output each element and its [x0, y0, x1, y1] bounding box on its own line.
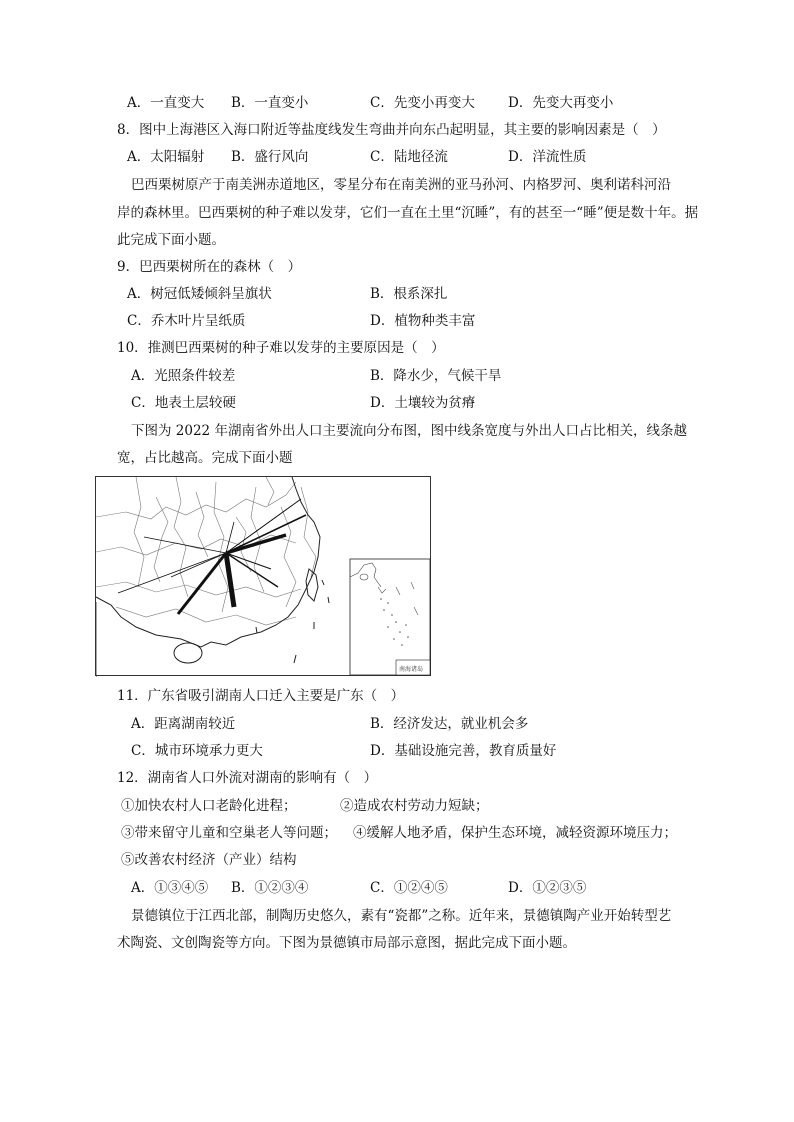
passage-jingdezhen-line-1: 景德镇位于江西北部，制陶历史悠久，素有“瓷都”之称。近年来，景德镇陶产业开始转型艺: [131, 908, 672, 924]
q10-stem: 10．推测巴西栗树的种子难以发芽的主要原因是（ ）: [117, 340, 445, 356]
q9-option-b: B．根系深扎: [370, 286, 448, 302]
q8-option-c: C．陆地径流: [370, 149, 448, 165]
q12-stem: 12．湖南省人口外流对湖南的影响有（ ）: [117, 770, 378, 786]
q12-option-a: A．①③④⑤: [131, 880, 209, 896]
q9-option-d: D．植物种类丰富: [370, 313, 476, 329]
passage-hunan-line-1: 下图为 2022 年湖南省外出人口主要流向分布图，图中线条宽度与外出人口占比相关，线条越: [131, 423, 687, 439]
q12-item-5: ⑤改善农村经济（产业）结构: [121, 852, 297, 868]
q8-option-b: B．盛行风向: [231, 149, 309, 165]
q11-stem: 11．广东省吸引湖南人口迁入主要是广东（ ）: [117, 688, 405, 704]
q12-option-c: C．①②④⑤: [370, 880, 448, 896]
q9-option-a: A．树冠低矮倾斜呈旗状: [127, 286, 272, 302]
q10-option-c: C．地表土层较硬: [131, 395, 236, 411]
q7-option-d: D．先变大再变小: [508, 95, 614, 111]
q8-option-d: D．洋流性质: [508, 149, 587, 165]
q11-option-c: C．城市环境承力更大: [131, 743, 263, 759]
q7-option-a: A．一直变大: [127, 95, 205, 111]
q12-item-3: ③带来留守儿童和空巢老人等问题；: [121, 825, 337, 841]
q12-item-1: ①加快农村人口老龄化进程；: [121, 798, 297, 814]
map-drawing: [96, 477, 432, 677]
q10-option-b: B．降水少，气候干旱: [370, 368, 502, 384]
q8-stem: 8．图中上海港区入海口附近等盐度线发生弯曲并向东凸起明显，其主要的影响因素是（ ）: [117, 122, 666, 138]
q11-option-d: D．基础设施完善，教育质量好: [370, 743, 557, 759]
passage-brazil-line-3: 此完成下面小题。: [117, 232, 225, 248]
q12-item-2: ②造成农村劳动力短缺；: [340, 798, 489, 814]
q12-item-4: ④缓解人地矛盾，保护生态环境，减轻资源环境压力；: [353, 825, 677, 841]
q9-option-c: C．乔木叶片呈纸质: [127, 313, 246, 329]
q10-option-a: A．光照条件较差: [131, 368, 236, 384]
q8-option-a: A．太阳辐射: [127, 149, 205, 165]
inset-label: 南海诸岛: [399, 666, 424, 673]
q9-stem: 9．巴西栗树所在的森林（ ）: [117, 259, 302, 275]
q7-option-b: B．一直变小: [231, 95, 309, 111]
q7-option-c: C．先变小再变大: [370, 95, 475, 111]
q11-option-b: B．经济发达，就业机会多: [370, 716, 529, 732]
passage-brazil-line-2: 岸的森林里。巴西栗树的种子难以发芽，它们一直在土里“沉睡”，有的甚至一“睡”便是数十年。据: [117, 205, 699, 221]
hunan-outflow-map: [95, 476, 431, 676]
passage-hunan-line-2: 宽，占比越高。完成下面小题: [117, 450, 293, 466]
q12-option-d: D．①②③⑤: [508, 880, 587, 896]
q11-option-a: A．距离湖南较近: [131, 716, 236, 732]
passage-brazil-line-1: 巴西栗树原产于南美洲赤道地区，零星分布在南美洲的亚马孙河、内格罗河、奥利诺科河沿: [131, 177, 671, 193]
passage-jingdezhen-line-2: 术陶瓷、文创陶瓷等方向。下图为景德镇市局部示意图，据此完成下面小题。: [117, 935, 576, 951]
q10-option-d: D．土壤较为贫瘠: [370, 395, 476, 411]
q12-option-b: B．①②③④: [231, 880, 309, 896]
